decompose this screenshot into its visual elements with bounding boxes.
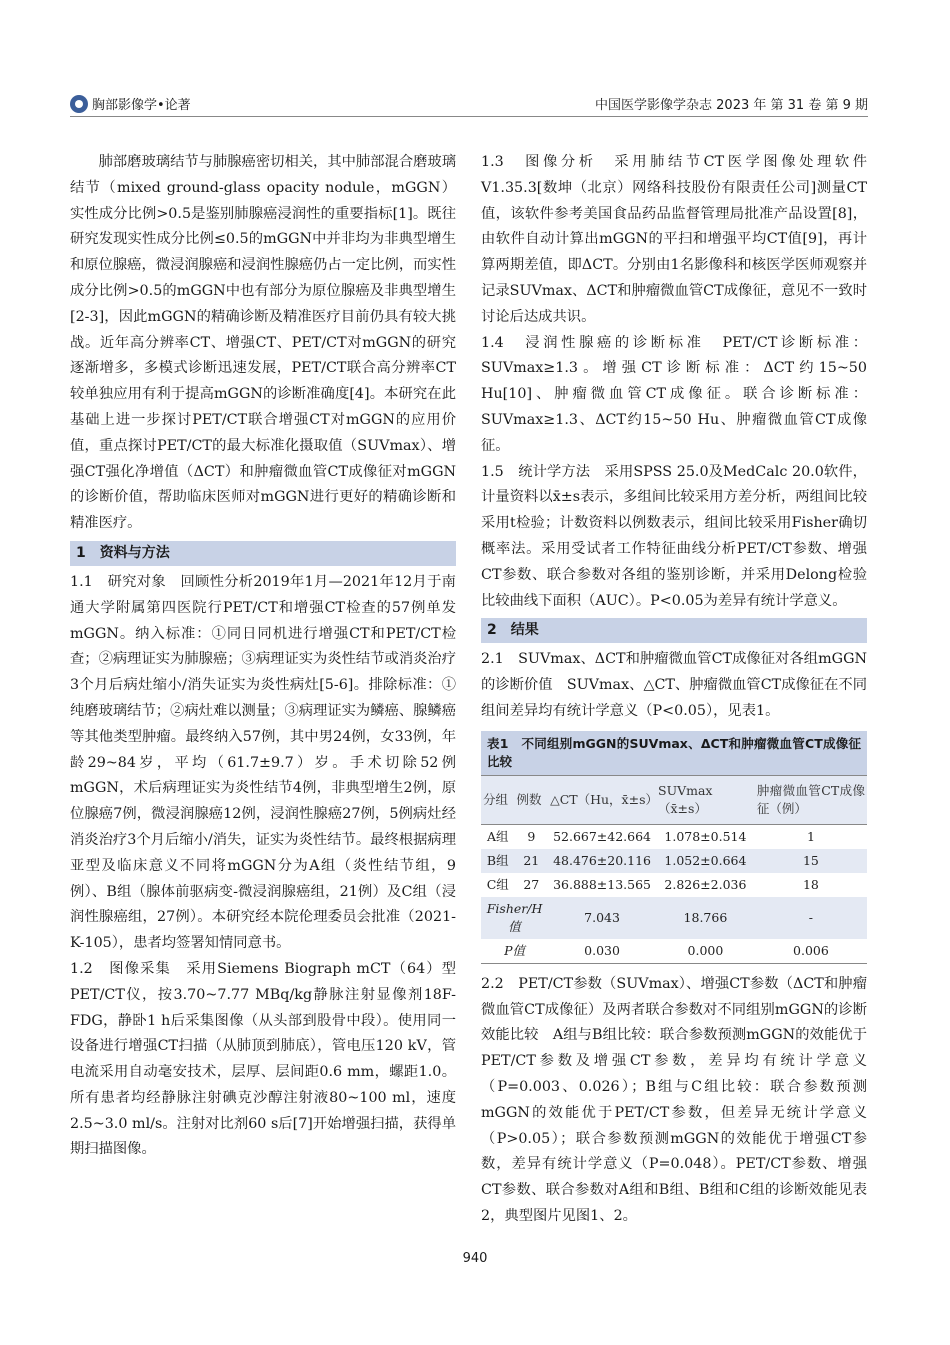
subsection-1-3 [481, 150, 867, 331]
table-row [481, 849, 867, 873]
cell: A组 [487, 828, 509, 844]
subsection-body: PET/CT诊断标准：SUVmax≥1.3。增强CT诊断标准：ΔCT约15~50 Hu[10]、肿瘤微血管CT成像征。联合诊断标准：SUVmax≥1.3、ΔCT约15~50 Hu、肿瘤微血管CT成像征。 [481, 334, 867, 454]
cell: 1.078±0.514 [664, 828, 747, 844]
table-row-stat [481, 939, 867, 964]
page-number: 940 [462, 1251, 488, 1266]
subsection-1-2 [70, 957, 456, 1163]
section-number: 1 [76, 544, 86, 561]
cell: 7.043 [548, 897, 656, 939]
subsection-heading: 1.4 浸润性腺癌的诊断标准 [481, 334, 705, 351]
subsection-1-5 [481, 460, 867, 615]
subsection-body: 采用Siemens Biograph mCT（64）型PET/CT仪，按3.70~7.77 MBq/kg静脉注射显像剂18F-FDG，静卧1 h后采集图像（从头部到股骨中段）。使用同一设备进行增强CT扫描（从肺顶到肺底），管电压120 kV，管电流采用自动毫安技术，层厚、层间距0.6 mm，螺距1.0。所有患者均经静脉注射碘克沙醇注射液80~100 ml，速度2.5~3.0 ml/s。注射对比剂60 s后[7]开始增强扫描，获得单期扫描图像。 [70, 960, 457, 1158]
cell: 15 [755, 849, 867, 873]
header-suvmax: SUVmax（x̄±s） [656, 775, 755, 824]
table-1-grid [481, 775, 867, 964]
section-title: 资料与方法 [99, 544, 170, 561]
cell: C组 [486, 876, 509, 892]
header-count: 例数 [515, 775, 549, 824]
cell: - [755, 897, 867, 939]
table-1 [481, 731, 867, 964]
left-column [70, 150, 456, 1163]
header-left [70, 94, 191, 113]
subsection-body: 采用肺结节CT医学图像处理软件V1.35.3[数坤（北京）网络科技股份有限责任公司]测量CT值，该软件参考美国食品药品监督管理局批准产品设置[8]，由软件自动计算出mGGN的平扫和增强平均CT值[9]，再计算两期差值，即ΔCT。分别由1名影像科和核医学医师观察并记录SUVmax、ΔCT和肿瘤微血管CT成像征，意见不一致时讨论后达成共识。 [481, 154, 867, 325]
section-label: 胸部影像学•论著 [92, 98, 191, 113]
subsection-body: 采用SPSS 25.0及MedCalc 20.0软件，计量资料以x̄±s表示，多组间比较采用方差分析，两组间比较采用t检验；计数资料以例数表示，组间比较采用Fisher确切概率法。采用受试者工作特征曲线分析PET/CT参数、增强CT参数、联合参数对各组的鉴别诊断，并采用Delong检验比较曲线下面积（AUC）。P<0.05为差异有统计学意义。 [481, 463, 867, 609]
subsection-heading: 2.2 PET/CT参数（SUVmax）、增强CT参数（ΔCT和肿瘤微血管CT成像征）及两者联合参数对不同组别mGGN的诊断效能比较 [481, 975, 867, 1044]
cell: 21 [515, 849, 549, 873]
subsection-heading: 1.1 研究对象 [70, 573, 166, 590]
cell: 18 [802, 876, 819, 892]
subsection-heading: 2.1 SUVmax、ΔCT和肿瘤微血管CT成像征对各组mGGN的诊断价值 [481, 651, 867, 694]
cell-label: P值 [481, 939, 548, 964]
header-delta-ct: △CT（Hu，x̄±s） [548, 775, 656, 824]
subsection-1-1 [70, 570, 456, 957]
cell: 36.888±13.565 [553, 876, 652, 892]
cell: 1 [806, 828, 815, 844]
section-title: 结果 [510, 622, 539, 639]
journal-citation: 中国医学影像学杂志 2023 年 第 31 卷 第 9 期 [595, 98, 868, 113]
subsection-heading: 1.5 统计学方法 [481, 463, 591, 480]
table-header-row [481, 775, 867, 824]
section-number: 2 [487, 622, 497, 639]
table-row [481, 873, 867, 897]
subsection-body: 回顾性分析2019年1月—2021年12月于南通大学附属第四医院行PET/CT和增强CT检查的57例单发mGGN。纳入标准：①同日同机进行增强CT和PET/CT检查；②病理证实为肺腺癌；③病理证实为炎性结节或消炎治疗3个月后病灶缩小/消失证实为炎性病灶[5-6]。排除标准：①纯磨玻璃结节；②病灶难以测量；③病理证实为鳞癌、腺鳞癌等其他类型肿瘤。最终纳入57例，其中男24例，女33例，年龄29~84岁，平均（61.7±9.7）岁。手术切除52例mGGN，术后病理证实为炎性结节4例，非典型增生2例，原位腺癌7例，微浸润腺癌12例，浸润性腺癌27例，5例病灶经消炎治疗3个月后缩小/消失，证实为炎性结节。最终根据病理亚型及临床意义不同将mGGN分为A组（炎性结节组，9例）、B组（腺体前驱病变-微浸润腺癌组，21例）及C组（浸润性腺癌组，27例）。本研究经本院伦理委员会批准（2021-K-105），患者均签署知情同意书。 [70, 573, 457, 952]
right-column [481, 150, 867, 1230]
section-heading-results [481, 618, 867, 643]
cell: 1.052±0.664 [656, 849, 755, 873]
intro-paragraph: 肺部磨玻璃结节与肺腺癌密切相关，其中肺部混合磨玻璃结节（mixed ground-glass opacity nodule，mGGN）实性成分比例>0.5是鉴别肺腺癌浸润性的重要指标[1]。既往研究发现实性成分比例≤0.5的mGGN中并非均为非典型增生和原位腺癌，微浸润腺癌和浸润性腺癌仍占一定比例，而实性成分比例>0.5的mGGN中也有部分为原位腺癌及非典型增生[2-3]，因此mGGN的精确诊断及精准医疗目前仍具有较大挑战。近年高分辨率CT、增强CT、PET/CT对mGGN的研究逐渐增多，多模式诊断迅速发展，PET/CT联合高分辨率CT较单独应用有利于提高mGGN的诊断准确度[4]。本研究在此基础上进一步探讨PET/CT联合增强CT对mGGN的应用价值，重点探讨PET/CT的最大标准化摄取值（SUVmax）、增强CT强化净增值（ΔCT）和肿瘤微血管CT成像征对mGGN的诊断价值，帮助临床医师对mGGN进行更好的精确诊断和精准医疗。 [70, 154, 457, 532]
subsection-body: SUVmax、△CT、肿瘤微血管CT成像征在不同组间差异均有统计学意义（P<0.05），见表1。 [481, 677, 868, 719]
cell-label: Fisher/H值 [481, 897, 548, 939]
cell: 2.826±2.036 [664, 876, 747, 892]
running-header [70, 92, 868, 117]
cell: 48.476±20.116 [548, 849, 656, 873]
cell: 0.000 [656, 939, 755, 964]
cell: 0.030 [548, 939, 656, 964]
section-heading-methods [70, 541, 456, 566]
subsection-heading: 1.3 图像分析 [481, 154, 597, 170]
table-row-stat [481, 897, 867, 939]
cell: 52.667±42.664 [553, 828, 652, 844]
cell: 27 [523, 876, 540, 892]
cell: B组 [481, 849, 515, 873]
cell: 9 [527, 828, 536, 844]
header-microvessel: 肿瘤微血管CT成像征（例） [755, 775, 867, 824]
subsection-heading: 1.2 图像采集 [70, 960, 171, 977]
cell: 18.766 [656, 897, 755, 939]
journal-logo-icon [70, 95, 88, 113]
subsection-2-1 [481, 647, 867, 724]
table-row [481, 824, 867, 849]
header-group: 分组 [481, 775, 515, 824]
table-caption: 表1 不同组别mGGN的SUVmax、ΔCT和肿瘤微血管CT成像征比较 [481, 731, 867, 775]
subsection-2-2 [481, 972, 867, 1230]
cell: 0.006 [755, 939, 867, 964]
subsection-1-4 [481, 331, 867, 460]
subsection-body: A组与B组比较：联合参数预测mGGN的效能优于PET/CT参数及增强CT参数，差异均有统计学意义（P=0.003、0.026）；B组与C组比较：联合参数预测mGGN的效能优于PET/CT参数，但差异无统计学意义（P>0.05）；联合参数预测mGGN的效能优于增强CT参数，差异有统计学意义（P=0.048）。PET/CT参数、增强CT参数、联合参数对A组和B组、B组和C组的诊断效能见表2，典型图片见图1、2。 [481, 1027, 868, 1224]
